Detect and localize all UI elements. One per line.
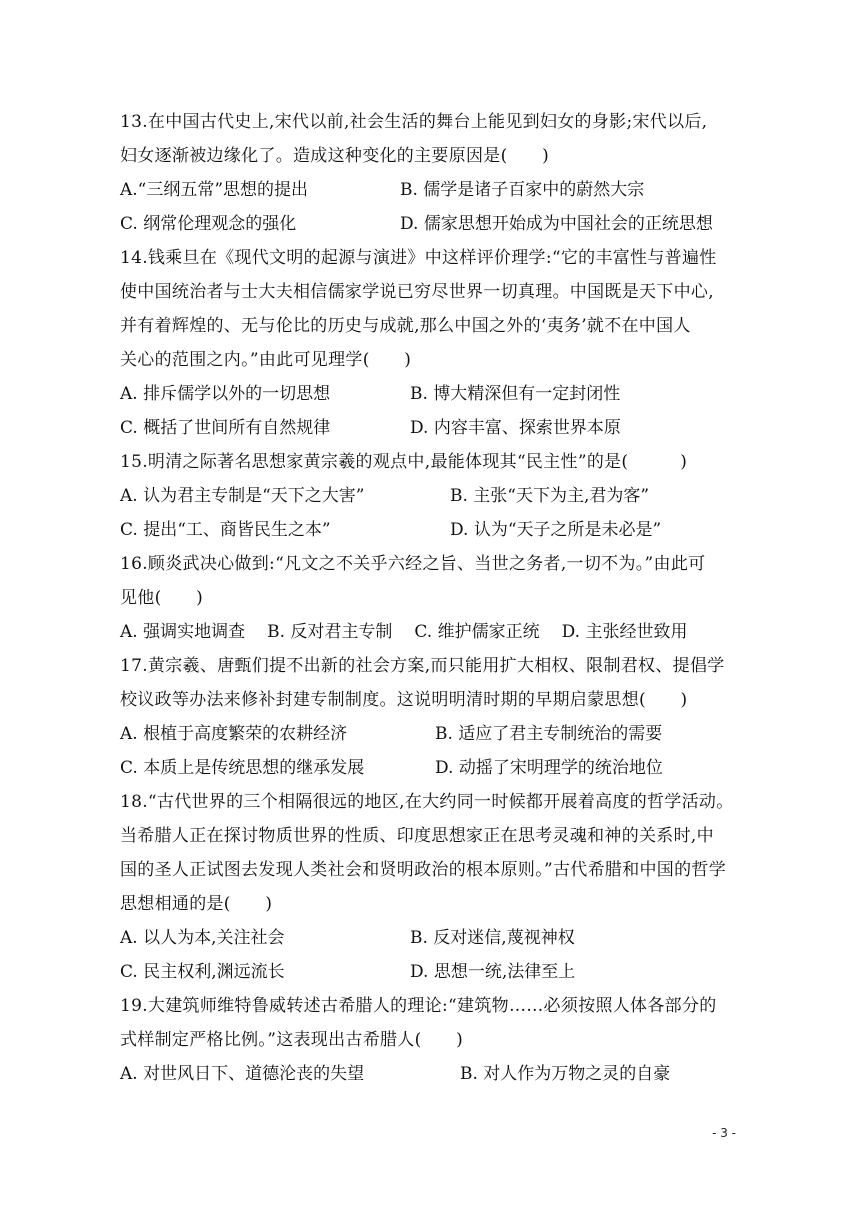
option-row [120,751,750,785]
question-17 [120,649,750,785]
option-d: D. 思想一统,法律至上 [410,962,576,982]
question-stem-line: 19.大建筑师维特鲁威转述古希腊人的理论:“建筑物……必须按照人体各部分的 [120,996,717,1016]
option-b: B. 对人作为万物之灵的自豪 [460,1064,671,1084]
page-number: - 3 - [712,1126,736,1140]
question-stem-line: 14.钱乘旦在《现代文明的起源与演进》中这样评价理学:“它的丰富性与普遍性 [120,248,717,268]
question-stem-line: 国的圣人正试图去发现人类社会和贤明政治的根本原则。”古代希腊和中国的哲学 [120,860,726,880]
option-row [120,411,750,445]
option-a: A. 认为君主专制是“天下之大害” [120,486,365,506]
question-list [120,105,750,1091]
question-stem-line: 使中国统治者与士大夫相信儒家学说已穷尽世界一切真理。中国既是天下中心, [120,282,714,302]
option-d: D. 动摇了宋明理学的统治地位 [435,758,663,778]
question-14 [120,241,750,445]
question-stem-line: 思想相通的是( ) [120,894,273,914]
option-a: A. 强调实地调查 [120,622,246,642]
option-d: D. 主张经世致用 [561,622,688,642]
option-c: C. 提出“工、商皆民生之本” [120,520,331,540]
question-stem-line: 式样制定严格比例。”这表现出古希腊人( ) [120,1030,464,1050]
option-row [120,513,750,547]
option-b: B. 适应了君主专制统治的需要 [435,724,663,744]
question-stem-line: 18.“古代世界的三个相隔很远的地区,在大约同一时候都开展着高度的哲学活动。 [120,792,734,812]
question-16 [120,547,750,649]
question-stem-line: 当希腊人正在探讨物质世界的性质、印度思想家正在思考灵魂和神的关系时,中 [120,826,714,846]
option-a: A. 对世风日下、道德沦丧的失望 [120,1064,365,1084]
option-a: A.“三纲五常”思想的提出 [120,180,309,200]
option-row [120,955,750,989]
option-row [120,173,750,207]
option-c: C. 本质上是传统思想的继承发展 [120,758,365,778]
question-stem-line: 校议政等办法来修补封建专制制度。这说明明清时期的早期启蒙思想( ) [120,690,688,710]
option-a: A. 排斥儒学以外的一切思想 [120,384,331,404]
option-b: B. 反对迷信,蔑视神权 [410,928,575,948]
option-c: C. 维护儒家正统 [414,622,540,642]
option-row [120,615,750,649]
option-b: B. 反对君主专制 [267,622,393,642]
question-18 [120,785,750,989]
question-stem-line: 13.在中国古代史上,宋代以前,社会生活的舞台上能见到妇女的身影;宋代以后, [120,112,708,132]
option-row [120,1057,750,1091]
option-row [120,377,750,411]
option-row [120,207,750,241]
question-stem-line: 妇女逐渐被边缘化了。造成这种变化的主要原因是( ) [120,146,550,166]
question-15 [120,445,750,547]
option-a: A. 根植于高度繁荣的农耕经济 [120,724,348,744]
question-stem-line: 15.明清之际著名思想家黄宗羲的观点中,最能体现其“民主性”的是( ) [120,452,688,472]
question-stem-line: 见他( ) [120,588,204,608]
question-19 [120,989,750,1091]
option-b: B. 儒学是诸子百家中的蔚然大宗 [400,180,645,200]
option-row [120,717,750,751]
option-b: B. 博大精深但有一定封闭性 [410,384,621,404]
option-d: D. 认为“天子之所是未必是” [450,520,662,540]
question-stem-line: 并有着辉煌的、无与伦比的历史与成就,那么中国之外的‘夷务’就不在中国人 [120,316,691,336]
question-stem-line: 17.黄宗羲、唐甄们提不出新的社会方案,而只能用扩大相权、限制君权、提倡学 [120,656,725,676]
option-a: A. 以人为本,关注社会 [120,928,285,948]
option-row [120,921,750,955]
question-13 [120,105,750,241]
option-c: C. 民主权利,渊远流长 [120,962,285,982]
option-c: C. 纲常伦理观念的强化 [120,214,297,234]
option-row [120,479,750,513]
option-d: D. 儒家思想开始成为中国社会的正统思想 [400,214,713,234]
option-d: D. 内容丰富、探索世界本原 [410,418,621,438]
question-stem-line: 关心的范围之内。”由此可见理学( ) [120,350,412,370]
option-c: C. 概括了世间所有自然规律 [120,418,331,438]
option-b: B. 主张“天下为主,君为客” [450,486,650,506]
question-stem-line: 16.顾炎武决心做到:“凡文之不关乎六经之旨、当世之务者,一切不为。”由此可 [120,554,706,574]
